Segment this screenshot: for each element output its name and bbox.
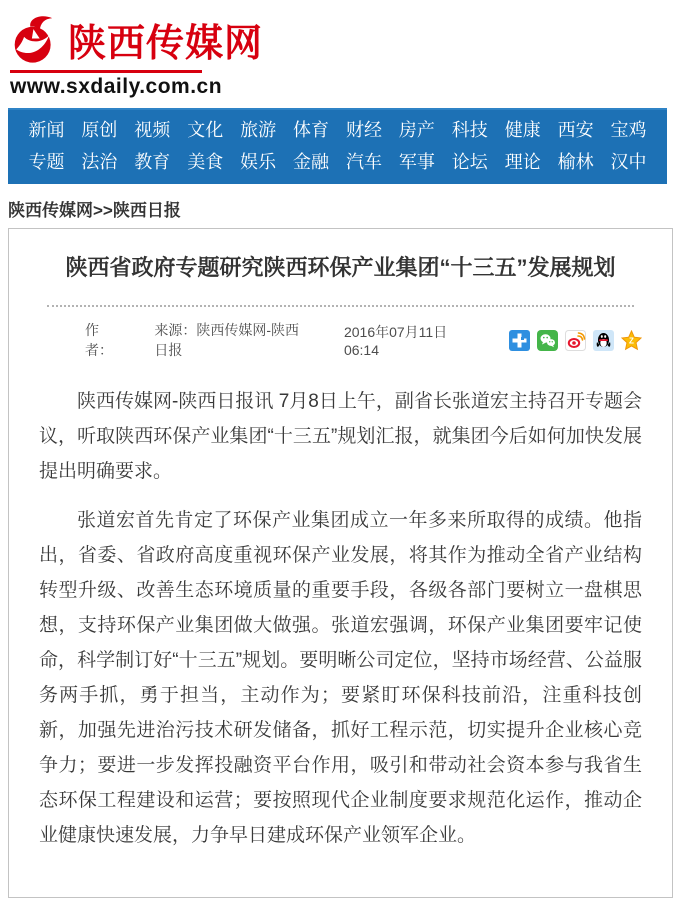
nav-item-zhuanti[interactable]: 专题 [28,152,65,172]
article-paragraph: 陕西传媒网-陕西日报讯 7月8日上午，副省长张道宏主持召开专题会议，听取陕西环保产业集团“十三五”规划汇报，就集团今后如何加快发展提出明确要求。 [39,391,642,482]
nav-item-meishi[interactable]: 美食 [187,152,224,172]
source-label: 来源：陕西传媒网-陕西日报 [154,322,300,358]
nav-item-yulin[interactable]: 榆林 [557,152,594,172]
share-plus-icon[interactable] [509,330,530,351]
nav-item-xian[interactable]: 西安 [557,120,594,140]
publish-datetime: 2016年07月11日06:14 [343,324,448,358]
nav-item-xinwen[interactable]: 新闻 [28,120,65,140]
article-container [8,228,673,898]
share-bar [509,330,642,351]
nav-item-jiaoyu[interactable]: 教育 [134,152,171,172]
nav-item-junshi[interactable]: 军事 [398,152,435,172]
nav-item-caijing[interactable]: 财经 [345,120,382,140]
nav-item-luntan[interactable]: 论坛 [451,152,488,172]
nav-item-keji[interactable]: 科技 [451,120,488,140]
site-url: www.sxdaily.com.cn [10,75,223,98]
site-name: 陕西传媒网 [68,23,264,65]
nav-item-baoji[interactable]: 宝鸡 [610,120,647,140]
nav-item-fazhi[interactable]: 法治 [81,152,118,172]
nav-item-shipin[interactable]: 视频 [134,120,171,140]
nav-item-fangchan[interactable]: 房产 [398,120,435,140]
site-logo-icon [10,15,60,65]
main-nav [8,108,667,184]
svg-text:Z: Z [629,336,634,345]
wechat-icon[interactable] [537,330,558,351]
nav-item-lvyou[interactable]: 旅游 [240,120,277,140]
logo-underline [10,70,202,73]
nav-item-lilun[interactable]: 理论 [504,152,541,172]
nav-item-jinrong[interactable]: 金融 [293,152,330,172]
article-paragraph: 张道宏首先肯定了环保产业集团成立一年多来所取得的成绩。他指出，省委、省政府高度重视环保产业发展，将其作为推动全省产业结构转型升级、改善生态环境质量的重要手段，各级各部门要树立一盘棋思想，支持环保产业集团做大做强。张道宏强调，环保产业集团要牢记使命，科学制订好“十三五”规划。要明晰公司定位，坚持市场经营、公益服务两手抓，勇于担当，主动作为；要紧盯环保科技前沿，注重科技创新，加强先进治污技术研发储备，抓好工程示范，切实提升企业核心竞争力；要进一步发挥投融资平台作用，吸引和带动社会资本参与我省生态环保工程建设和运营；要按照现代企业制度要求规范化运作，推动企业健康快速发展，力争早日建成环保产业领军企业。 [39,510,642,846]
nav-item-yuanchuang[interactable]: 原创 [81,120,118,140]
nav-item-wenhua[interactable]: 文化 [187,120,224,140]
qq-icon[interactable] [593,330,614,351]
site-logo[interactable] [10,12,264,67]
weibo-icon[interactable] [565,330,586,351]
breadcrumb[interactable]: 陕西传媒网>>陕西日报 [8,201,181,220]
nav-item-qiche[interactable]: 汽车 [345,152,382,172]
nav-item-tiyu[interactable]: 体育 [293,120,330,140]
title-divider [47,305,634,307]
author-label: 作者： [85,322,113,358]
site-header [0,0,674,99]
article-body [39,384,642,853]
nav-item-hanzhong[interactable]: 汉中 [610,152,647,172]
article-meta [85,320,642,360]
qzone-icon[interactable] [621,330,642,351]
nav-item-yule[interactable]: 娱乐 [240,152,277,172]
nav-item-jiankang[interactable]: 健康 [504,120,541,140]
article-title: 陕西省政府专题研究陕西环保产业集团“十三五”发展规划 [65,255,616,280]
